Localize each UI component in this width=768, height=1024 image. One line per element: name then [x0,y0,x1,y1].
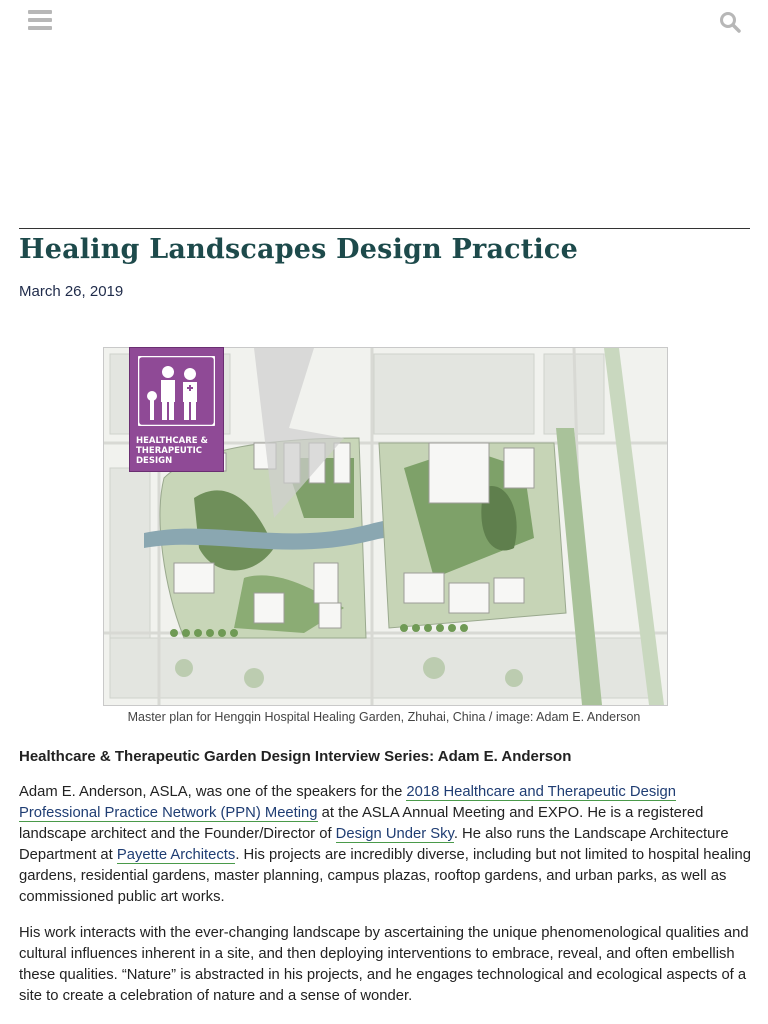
paragraph-2: His work interacts with the ever-changing landscape by ascertaining the unique phenomenological qualities and cultural influences inherent in a site, and then deploying interventions to embrace, reveal, and often embellish these qualities. “Nature” is abstracted in his projects, and he engages technological and ecological aspects of a site to create a celebration of nature and a sense of wonder. [19,925,749,1004]
paragraph-1-text-1: Adam E. Anderson, ASLA, was one of the speakers for the [19,784,407,800]
paragraph-1-text-3: . He also runs the Landscape Architecture Department at [19,826,729,863]
ppn-meeting-link[interactable]: 2018 Healthcare and Therapeutic Design Professional Practice Network (PPN) Meeting [19,784,676,821]
paragraph-1-text-2: at the ASLA Annual Meeting and EXPO. He is a registered landscape architect and the Founder/Director of [19,805,704,842]
article-title: Healing Landscapes Design Practice [19,234,578,265]
paragraph-1-text-4: . His projects are incredibly diverse, including but not limited to hospital healing gardens, residential gardens, master planning, campus plazas, rooftop gardens, and urban parks, as well as commissioned public art works. [19,847,752,905]
paragraph-1 [19,782,754,908]
badge-line-3: DESIGN [136,456,173,466]
figure-caption: Master plan for Hengqin Hospital Healing Garden, Zhuhai, China / image: Adam E. Anderson [127,710,641,724]
article-date: March 26, 2019 [19,283,124,300]
article-subheading: Healthcare & Therapeutic Garden Design Interview Series: Adam E. Anderson [19,748,572,765]
badge-line-1: HEALTHCARE & [136,436,208,446]
search-icon[interactable] [718,10,742,34]
hamburger-menu-icon[interactable] [28,10,52,32]
header-divider [19,228,750,229]
payette-architects-link[interactable]: Payette Architects [116,847,236,863]
badge-line-2: THERAPEUTIC [136,446,202,456]
people-icon [138,356,215,426]
design-under-sky-link[interactable]: Design Under Sky [335,826,454,842]
badge-text [136,436,220,466]
healthcare-therapeutic-design-badge [129,347,224,472]
top-bar [0,0,768,44]
